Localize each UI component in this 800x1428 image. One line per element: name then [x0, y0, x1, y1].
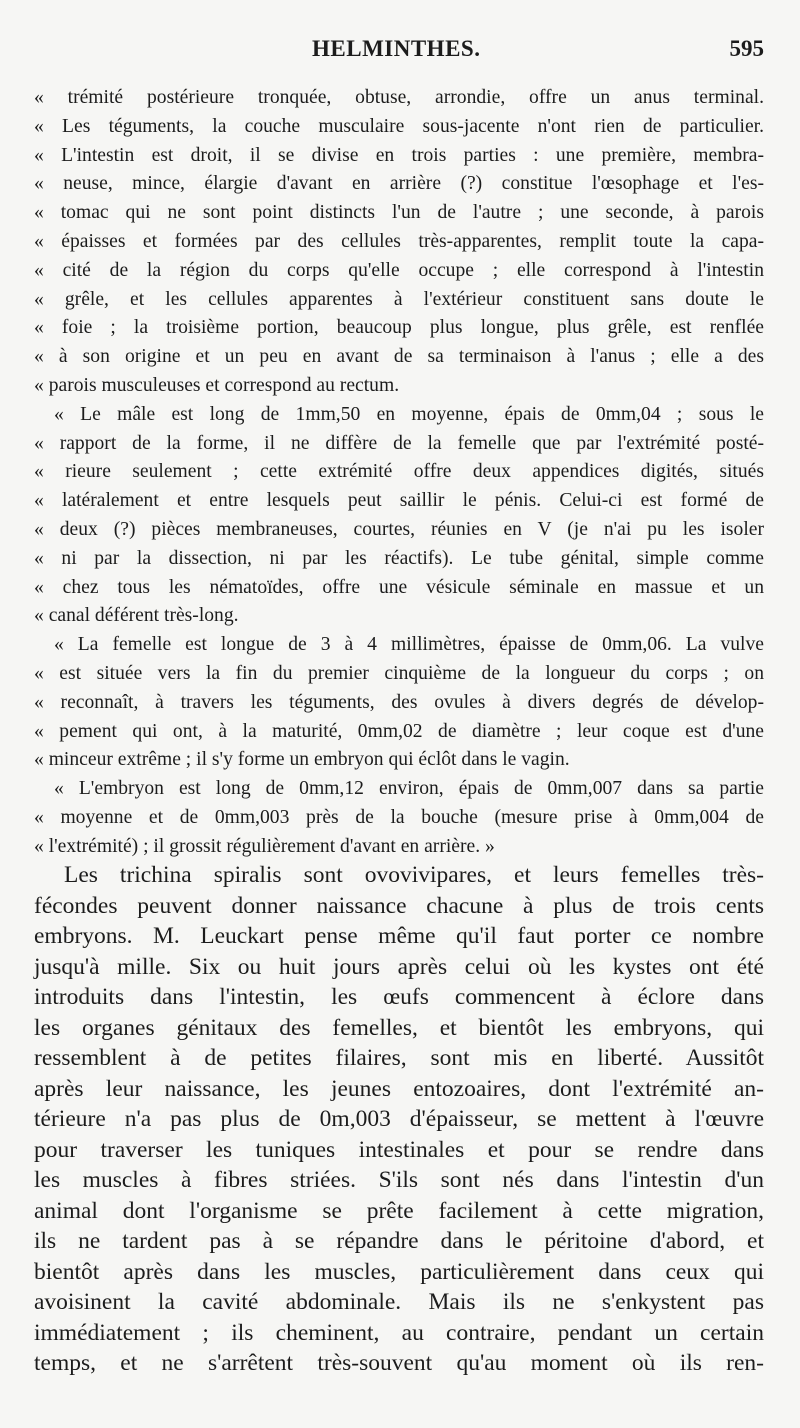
body-line: pour traverser les tuniques intestinales et pour se rendre dans: [34, 1136, 764, 1163]
body-line: térieure n'a pas plus de 0m,003 d'épaisseur, se mettent à l'œuvre: [34, 1106, 764, 1132]
body-line: fécondes peuvent donner naissance chacune à plus de trois cents: [34, 892, 764, 919]
quote-line: « L'intestin est droit, il se divise en trois parties : une première, membra-: [34, 144, 764, 166]
body-line: jusqu'à mille. Six ou huit jours après celui où les kystes ont été: [34, 953, 764, 980]
main-paragraph: [34, 860, 764, 1379]
quote-line: « parois musculeuses et correspond au rectum.: [34, 374, 400, 396]
quote-line: « latéralement et entre lesquels peut saillir le pénis. Celui-ci est formé de: [34, 490, 764, 512]
quote-line: « épaisses et formées par des cellules très-apparentes, remplit toute la capa-: [34, 230, 764, 252]
quote-line: « neuse, mince, élargie d'avant en arrière (?) constitue l'œsophage et l'es-: [34, 173, 764, 195]
quote-line: « minceur extrême ; il s'y forme un embryon qui éclôt dans le vagin.: [34, 749, 570, 771]
body-line: animal dont l'organisme se prête facilement à cette migration,: [34, 1197, 764, 1224]
body-line: immédiatement ; ils cheminent, au contraire, pendant un certain: [34, 1319, 764, 1346]
quote-line: « trémité postérieure tronquée, obtuse, arrondie, offre un anus terminal.: [34, 87, 764, 108]
quote-line: « l'extrémité) ; il grossit régulièrement d'avant en arrière. »: [34, 835, 495, 857]
body-line: temps, et ne s'arrêtent très-souvent qu'au moment où ils ren-: [34, 1350, 764, 1376]
quote-line: « pement qui ont, à la maturité, 0mm,02 de diamètre ; leur coque est d'une: [34, 720, 764, 742]
quote-line: « deux (?) pièces membraneuses, courtes, réunies en V (je n'ai pu les isoler: [34, 518, 764, 540]
body-line: après leur naissance, les jeunes entozoaires, dont l'extrémité an-: [34, 1075, 764, 1102]
body-line: bientôt après dans les muscles, particulièrement dans ceux qui: [34, 1258, 764, 1285]
quote-line: « reconnaît, à travers les téguments, des ovules à divers degrés de dévelop-: [34, 691, 764, 713]
body-line: Les trichina spiralis sont ovovivipares, et leurs femelles très-: [64, 862, 764, 888]
quote-line: « Les téguments, la couche musculaire sous-jacente n'ont rien de particulier.: [34, 115, 764, 137]
body-line: avoisinent la cavité abdominale. Mais ils ne s'enkystent pas: [34, 1289, 764, 1315]
quote-line: « grêle, et les cellules apparentes à l'extérieur constituent sans doute le: [34, 288, 764, 310]
page-number: 595: [729, 36, 764, 61]
quote-line: « est située vers la fin du premier cinquième de la longueur du corps ; on: [34, 662, 764, 684]
quoted-passage: [34, 84, 764, 862]
body-line: embryons. M. Leuckart pense même qu'il faut porter ce nombre: [34, 923, 764, 949]
body-line: ressemblent à de petites filaires, sont mis en liberté. Aussitôt: [34, 1045, 764, 1071]
quote-line: « à son origine et un peu en avant de sa terminaison à l'anus ; elle a des: [34, 346, 764, 368]
body-line: les organes génitaux des femelles, et bientôt les embryons, qui: [34, 1014, 764, 1041]
quote-line: « L'embryon est long de 0mm,12 environ, épais de 0mm,007 dans sa partie: [54, 778, 764, 800]
body-line: introduits dans l'intestin, les œufs commencent à éclore dans: [34, 984, 764, 1010]
quote-line: « canal déférent très-long.: [34, 605, 239, 627]
running-title: HELMINTHES.: [312, 36, 481, 61]
quote-line: « rapport de la forme, il ne diffère de la femelle que par l'extrémité posté-: [34, 432, 764, 454]
quote-line: « chez tous les nématoïdes, offre une vésicule séminale en massue et un: [34, 576, 764, 598]
quote-line: « La femelle est longue de 3 à 4 millimètres, épaisse de 0mm,06. La vulve: [54, 634, 764, 656]
quote-line: « foie ; la troisième portion, beaucoup plus longue, plus grêle, est renflée: [34, 317, 764, 339]
quote-line: « rieure seulement ; cette extrémité offre deux appendices digités, situés: [34, 461, 764, 483]
quote-line: « moyenne et de 0mm,003 près de la bouche (mesure prise à 0mm,004 de: [34, 806, 764, 828]
quote-line: « Le mâle est long de 1mm,50 en moyenne, épais de 0mm,04 ; sous le: [54, 403, 764, 425]
quote-line: « ni par la dissection, ni par les réactifs). Le tube génital, simple comme: [34, 547, 764, 569]
body-line: les muscles à fibres striées. S'ils sont nés dans l'intestin d'un: [34, 1167, 764, 1193]
quote-line: « tomac qui ne sont point distincts l'un de l'autre ; une seconde, à parois: [34, 202, 764, 224]
body-line: ils ne tardent pas à se répandre dans le péritoine d'abord, et: [34, 1228, 764, 1254]
quote-line: « cité de la région du corps qu'elle occupe ; elle correspond à l'intestin: [34, 259, 764, 281]
